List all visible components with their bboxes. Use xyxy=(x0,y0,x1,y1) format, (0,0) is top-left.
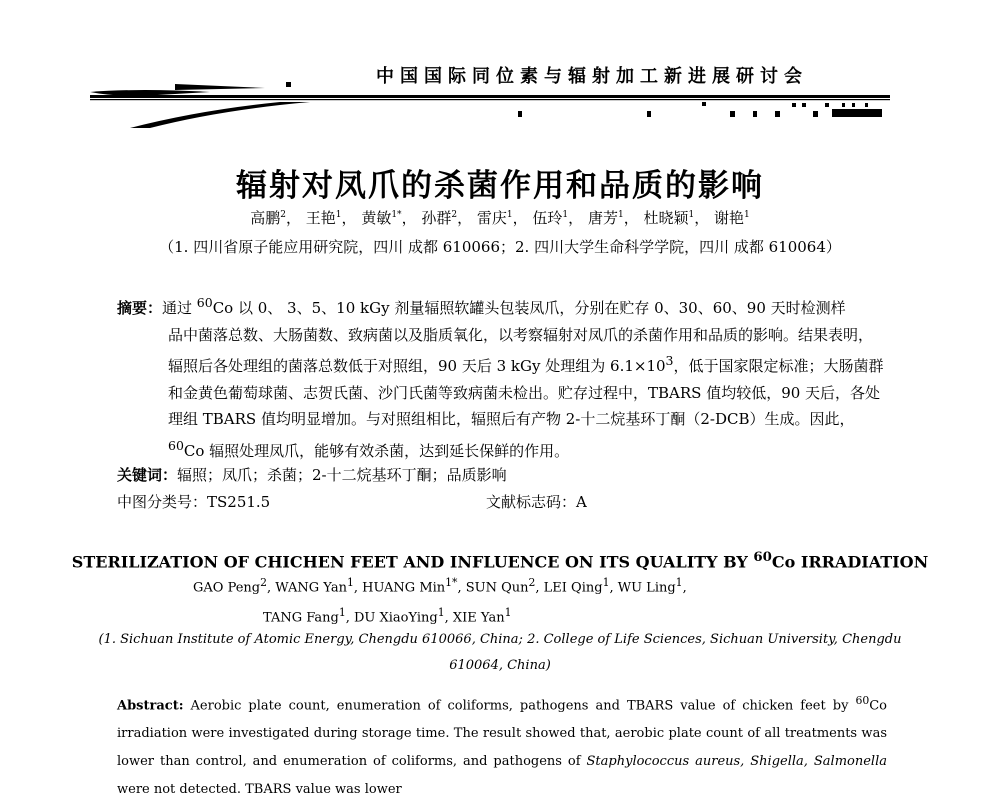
keywords-cn: 关键词：辐照；凤爪；杀菌；2-十二烷基环丁酮；品质影响 xyxy=(117,466,507,484)
paper-title-cn: 辐射对凤爪的杀菌作用和品质的影响 xyxy=(236,168,764,204)
author-list-en-line1: GAO Peng$^2$, WANG Yan$^1$, HUANG Min$^{1*}$, SUN Qun$^2$, LEI Qing$^1$, WU Ling$^1$, xyxy=(193,576,687,596)
author-cn: 伍玲$^1$ xyxy=(532,209,569,227)
author-cn: 孙群$^2$ xyxy=(421,209,458,227)
abstract-cn: 摘要：通过 $^{60}$Co 以 0、 3、5、10 kGy 剂量辐照软罐头包装凤爪，分别在贮存 0、30、60、90 天时检测样 品中菌落总数、大肠菌数、致病菌以及脂质氧化，以考察辐射对凤爪的杀菌作用和品质的影响。结果表明，辐照后各处理组的菌落总数低于对照组，90 天后 3 kGy 处理组为 $6.1\times 10^3$，低于国家限定标准；大肠菌群和金黄色葡萄球菌、志贺氏菌、沙门氏菌等致病菌未检出。贮存过程中，TBARS 值均较低，90 天后，各处理组 TBARS 值均明显增加。与对照组相比，辐照后有产物 2-十二烷基环丁酮（2-DCB）生成。因此，$^{60}$Co 辐照处理凤爪，能够有效杀菌，达到延长保鲜的作用。 xyxy=(117,290,887,464)
author-list-en-line2: TANG Fang$^1$, DU XiaoYing$^1$, XIE Yan$^1$ xyxy=(263,606,512,626)
author-cn: 谢艳$^1$ xyxy=(714,209,750,227)
abstract-en: Abstract: Aerobic plate count, enumeration of coliforms, pathogens and TBARS value of chicken feet by $^{60}$Co irradiation were investigated during storage time. The result showed that, aerobic plate count of all treatments was lower than control, and enumeration of coliforms, and pathogens of Staphylococcus aureus, Shigella, Salmonella were not detected. TBARS value was lower xyxy=(117,694,887,798)
affiliation-en-cont: 610064, China) xyxy=(449,658,551,673)
header-decoration xyxy=(80,70,910,140)
author-cn: 唐芳$^1$ xyxy=(587,209,624,227)
affiliation-cn: （1. 四川省原子能应用研究院，四川 成都 610066；2. 四川大学生命科学学院，四川 成都 610064） xyxy=(159,238,841,256)
clc-number: 中图分类号：TS251.5 xyxy=(117,493,271,511)
author-cn: 王艳$^1$ xyxy=(305,209,342,227)
abstract-en-label: Abstract: xyxy=(117,698,184,714)
author-cn: 杜晓颖$^1$ xyxy=(643,209,695,227)
author-cn: 雷庆$^1$ xyxy=(476,209,513,227)
author-list-cn: 高鹏$^2$， 王艳$^1$， 黄敏$^{1*}$， 孙群$^2$， 雷庆$^1$， 伍玲$^1$， 唐芳$^1$， 杜晓颖$^1$， 谢艳$^1$ xyxy=(250,209,750,227)
affiliation-en: (1. Sichuan Institute of Atomic Energy, Chengdu 610066, China; 2. College of Life Sciences, Sichuan University, Chengdu xyxy=(98,632,902,647)
abstract-cn-label: 摘要： xyxy=(117,299,163,317)
conference-header-title: 中国国际同位素与辐射加工新进展研讨会 xyxy=(376,66,808,87)
author-cn: 高鹏$^2$ xyxy=(250,209,286,227)
abstract-cn-body: 品中菌落总数、大肠菌数、致病菌以及脂质氧化，以考察辐射对凤爪的杀菌作用和品质的影响。结果表明，辐照后各处理组的菌落总数低于对照组，90 天后 3 kGy 处理组为 $6.1\times 10^3$，低于国家限定标准；大肠菌群和金黄色葡萄球菌、志贺氏菌、沙门氏菌等致病菌未检出。贮存过程中，TBARS 值均较低，90 天后，各处理组 TBARS 值均明显增加。与对照组相比，辐照后有产物 2-十二烷基环丁酮（2-DCB）生成。因此，$^{60}$Co 辐照处理凤爪，能够有效杀菌，达到延长保鲜的作用。 xyxy=(168,325,884,460)
document-code: 文献标志码：A xyxy=(486,493,587,511)
author-cn: 黄敏$^{1*}$ xyxy=(361,209,402,227)
paper-title-en: STERILIZATION OF CHICHEN FEET AND INFLUENCE ON ITS QUALITY BY $^{60}$Co IRRADIATION xyxy=(71,549,929,572)
